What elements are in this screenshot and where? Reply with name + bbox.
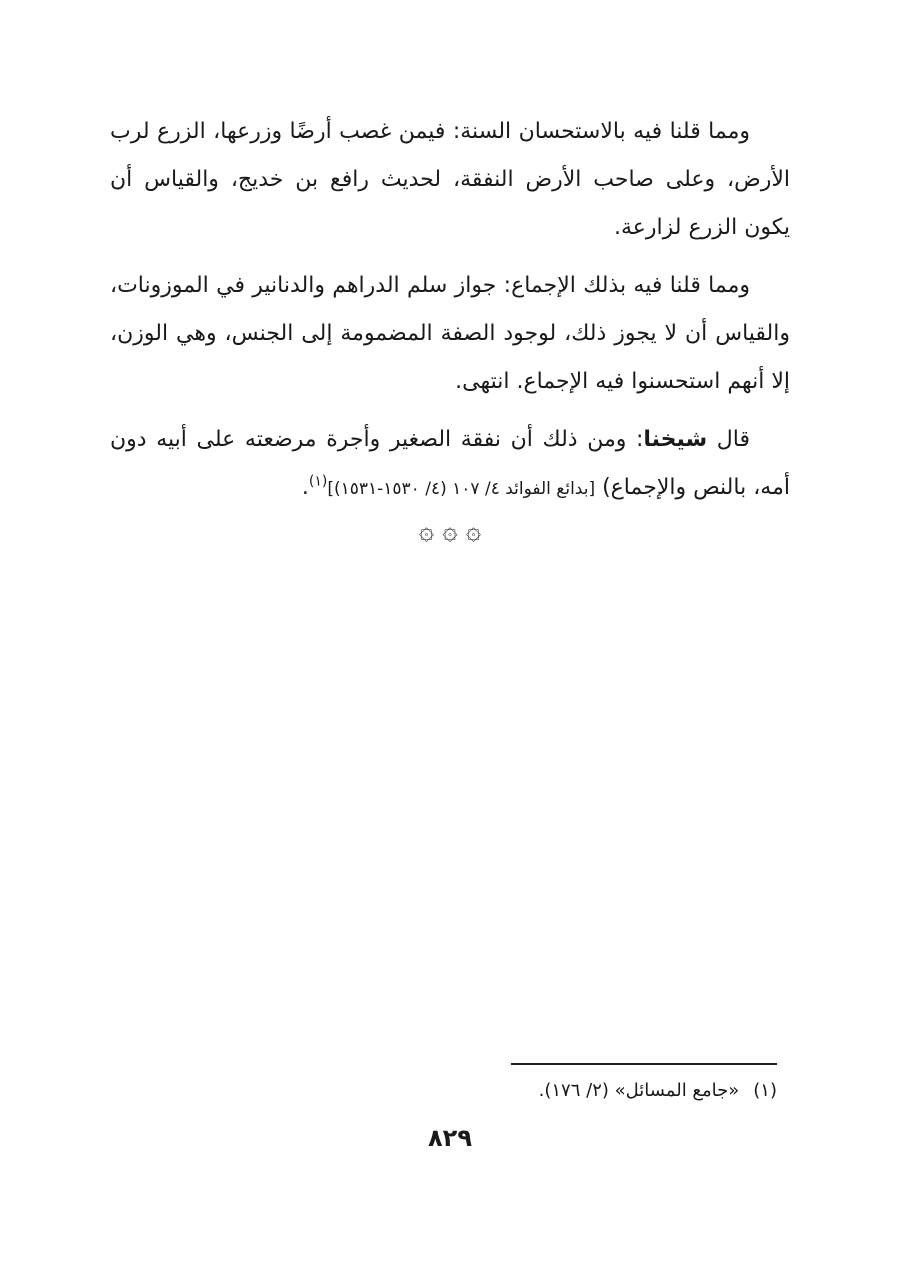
paragraph-istihsan-sunnah: ومما قلنا فيه بالاستحسان السنة: فيمن غصب أرضًا وزرعها، الزرع لرب الأرض، وعلى صاحب الأرض النفقة، لحديث رافع بن خديج، والقياس أن يكون الزرع لزارعة. bbox=[110, 119, 790, 240]
footnote-text: «جامع المسائل» (٢/ ١٧٦). bbox=[538, 1080, 740, 1101]
quote-end: . bbox=[301, 475, 309, 500]
quote-citation: [بدائع الفوائد ٤/ ١٠٧ (٤/ ١٥٣٠-١٥٣١)] bbox=[327, 479, 596, 499]
quote-speaker: شيخنا bbox=[643, 427, 708, 452]
footnote bbox=[420, 1076, 777, 1106]
paragraph-istihsan-ijma: ومما قلنا فيه بذلك الإجماع: جواز سلم الدراهم والدنانير في الموزونات، والقياس أن لا يجوز ذلك، لوجود الصفة المضمومة إلى الجنس، وهي الوزن، إلا أنهم استحسنوا فيه الإجماع. انتهى. bbox=[110, 273, 790, 394]
footnote-separator bbox=[511, 1063, 777, 1065]
paragraph-shaykh-quote bbox=[110, 416, 790, 513]
quote-intro: قال bbox=[707, 427, 750, 452]
footnote-reference: (١) bbox=[308, 473, 328, 490]
main-text bbox=[110, 108, 790, 523]
quote-text: : ومن ذلك أن نفقة الصغير وأجرة مرضعته على أبيه دون أمه، بالنص والإجماع) bbox=[110, 427, 790, 500]
section-divider-ornaments: ۞ ۞ ۞ bbox=[418, 516, 482, 546]
page-number: ٨٢٩ bbox=[428, 1124, 472, 1152]
footnote-number: (١) bbox=[753, 1080, 777, 1101]
